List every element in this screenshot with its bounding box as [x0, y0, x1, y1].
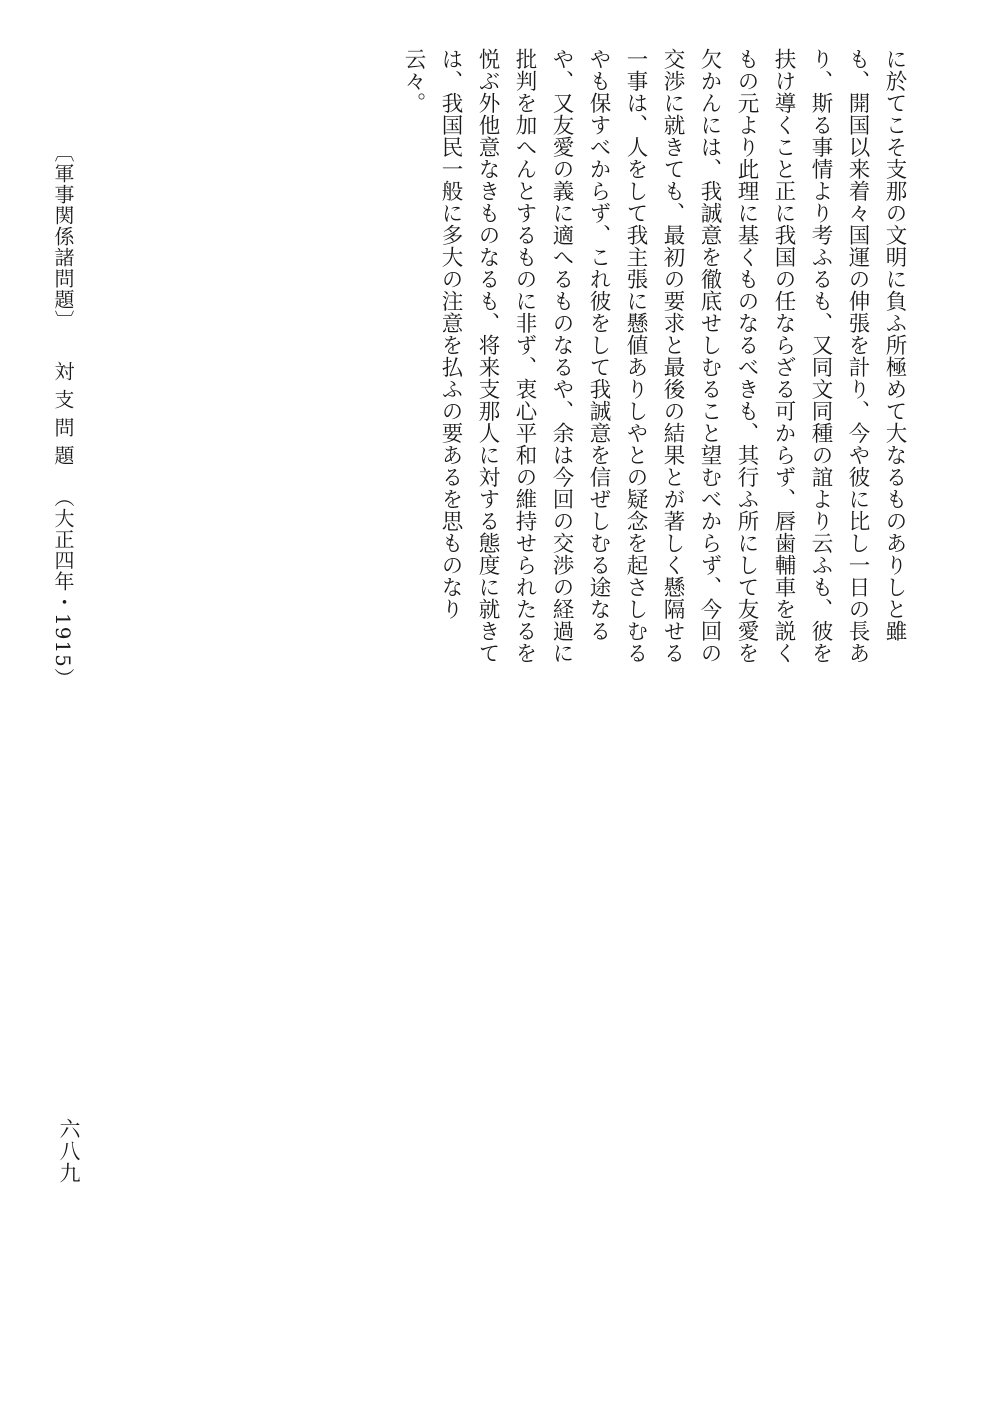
body-text [395, 48, 913, 668]
page-number: 六八九 [57, 1118, 81, 1184]
running-head-title: 対支問題 [51, 361, 75, 473]
running-head-section: 〔軍事関係諸問題〕 [51, 142, 75, 331]
body-paragraph: に於てこそ支那の文明に負ふ所極めて大なるものありしと雖も、開国以来着々国運の伸張を計り、今や彼に比し一日の長あり、斯る事情より考ふるも、又同文同種の誼より云ふも、彼を扶け導くこと正に我国の任ならざる可からず、唇歯輔車を説くもの元より此理に基くものなるべきも、其行ふ所にして友愛を欠かんには、我誠意を徹底せしむること望むべからず、今回の交渉に就きても、最初の要求と最後の結果とが著しく懸隔せる一事は、人をして我主張に懸値ありしやとの疑念を起さしむるやも保すべからず、これ彼をして我誠意を信ぜしむる途なるや、又友愛の義に適へるものなるや、余は今回の交渉の経過に批判を加へんとするものに非ず、衷心平和の維持せられたるを悦ぶ外他意なきものなるも、将来支那人に対する態度に就きては、我国民一般に多大の注意を払ふの要あるを思ものなり云々。 [401, 48, 907, 664]
running-head [52, 142, 74, 689]
running-head-date: （大正四年・1915） [51, 487, 75, 689]
